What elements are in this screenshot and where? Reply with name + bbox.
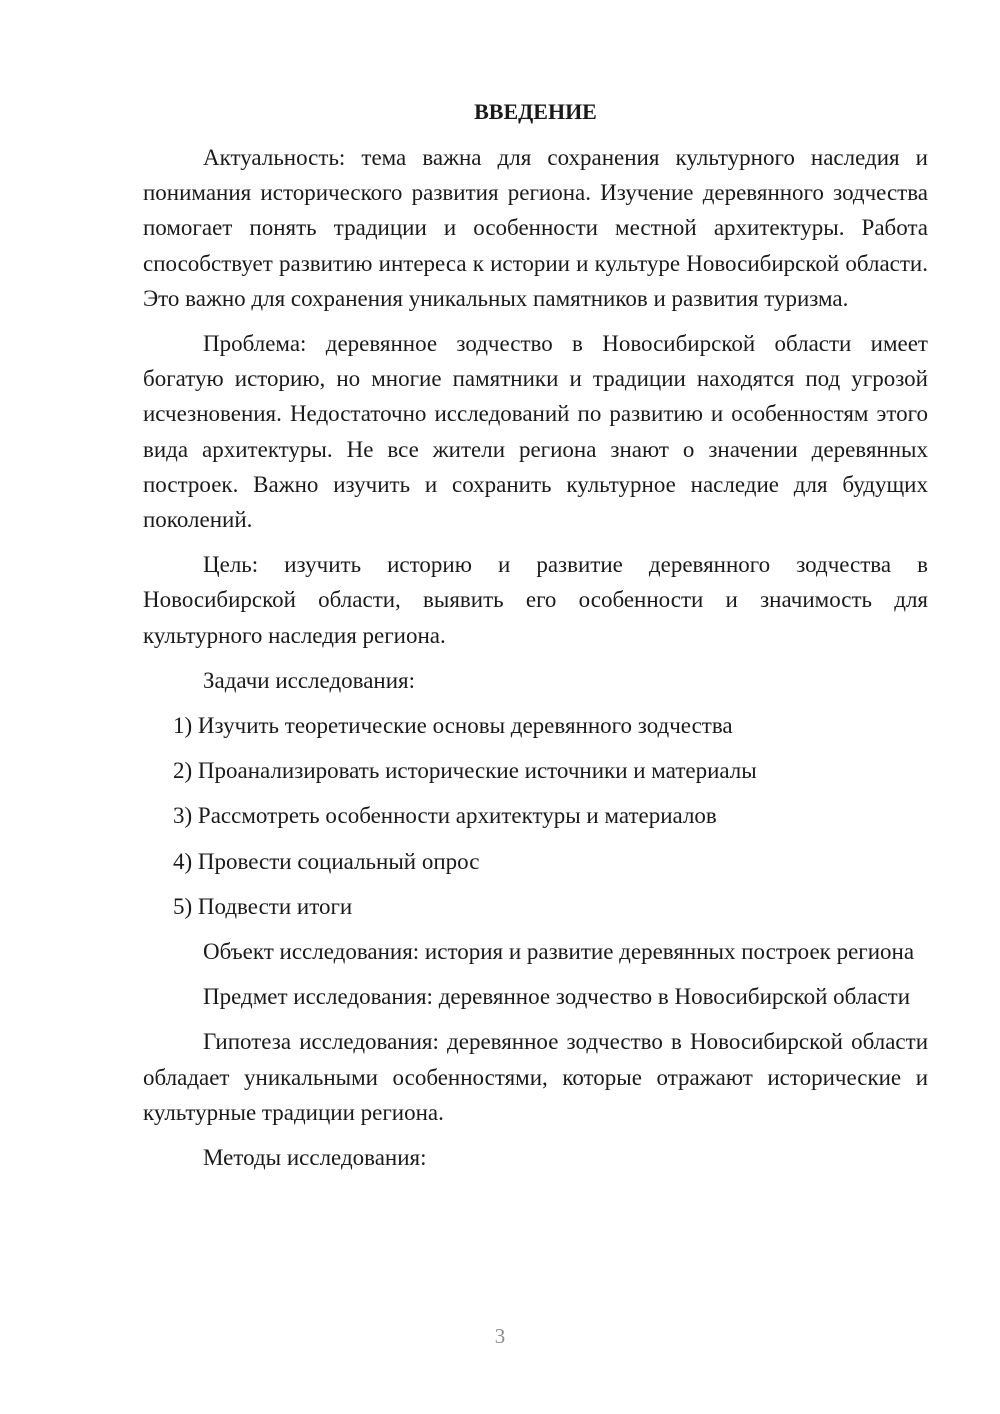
tasks-heading: Задачи исследования: (203, 667, 416, 693)
list-item: 3) Рассмотреть особенности архитектуры и материалов (173, 803, 717, 829)
list-item: 2) Проанализировать исторические источники и материалы (173, 758, 757, 784)
list-item: 5) Подвести итоги (173, 893, 353, 919)
subject-paragraph: Предмет исследования: деревянное зодчество в Новосибирской области (203, 984, 911, 1010)
relevance-paragraph: Актуальность: тема важна для сохранения культурного наследия и понимания исторического развития региона. Изучение деревянного зодчества помогает понять традиции и особенности местной архитектуры. Работа способствует развитию интереса к истории и культуре Новосибирской области. Это важно для сохранения уникальных памятников и развития туризма. (143, 145, 928, 311)
goal-paragraph: Цель: изучить историю и развитие деревянного зодчества в Новосибирской области, выявить его особенности и значимость для культурного наследия региона. (143, 552, 928, 648)
tasks-list (143, 708, 928, 924)
page-title: ВВЕДЕНИЕ (474, 99, 597, 124)
object-paragraph: Объект исследования: история и развитие деревянных построек региона (203, 939, 915, 965)
hypothesis-paragraph: Гипотеза исследования: деревянное зодчество в Новосибирской области обладает уникальными особенностями, которые отражают исторические и культурные традиции региона. (143, 1029, 928, 1125)
document-page (143, 96, 928, 1185)
list-item: 1) Изучить теоретические основы деревянного зодчества (173, 713, 733, 739)
page-number: 3 (494, 1324, 506, 1348)
problem-paragraph: Проблема: деревянное зодчество в Новосибирской области имеет богатую историю, но многие памятники и традиции находятся под угрозой исчезновения. Недостаточно исследований по развитию и особенностям этого вида архитектуры. Не все жители региона знают о значении деревянных построек. Важно изучить и сохранить культурное наследие для будущих поколений. (143, 331, 928, 533)
methods-heading: Методы исследования: (203, 1145, 427, 1171)
list-item: 4) Провести социальный опрос (173, 848, 480, 874)
